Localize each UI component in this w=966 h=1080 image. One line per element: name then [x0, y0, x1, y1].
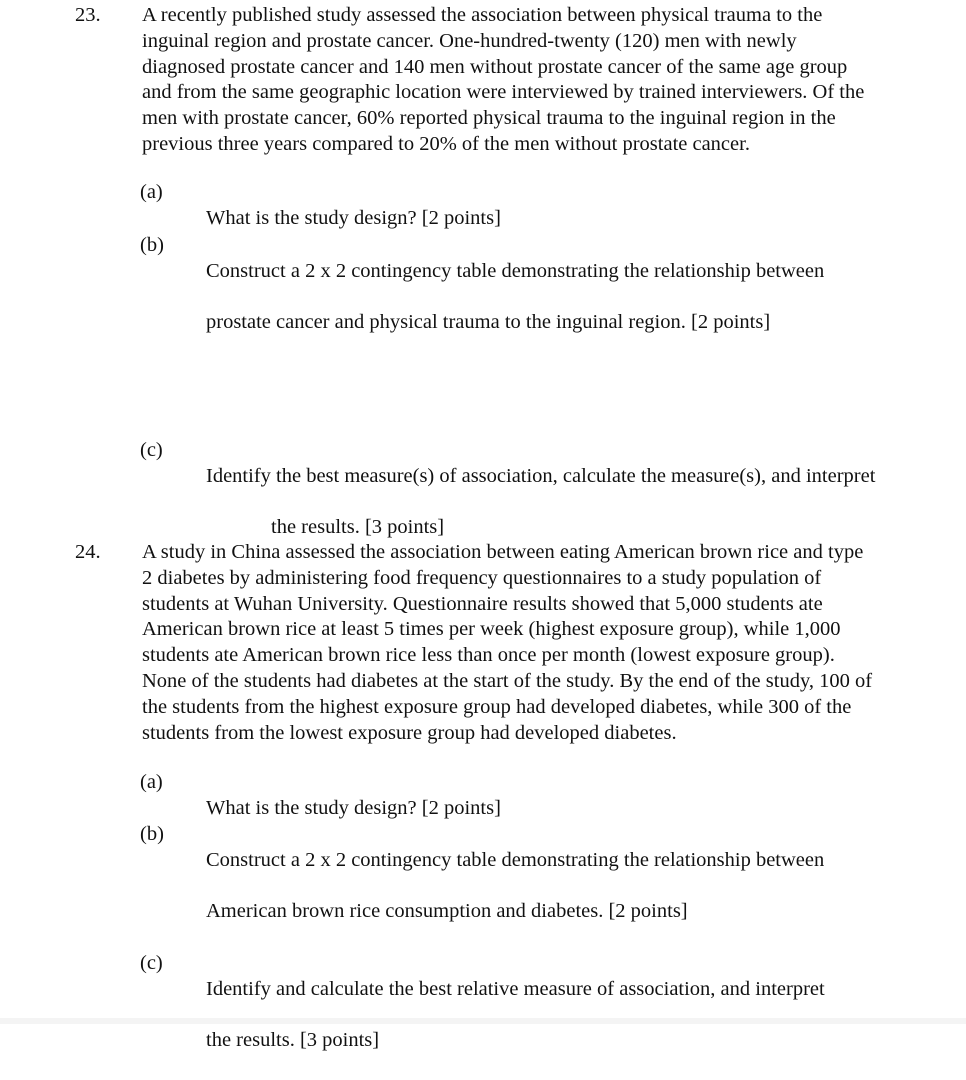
- question-23-part-c-line2: the results. [3 points]: [271, 516, 445, 539]
- page-bottom-edge: [0, 1018, 966, 1024]
- question-24-part-b-line2: American brown rice consumption and diabetes. [2 points]: [206, 900, 688, 923]
- question-23-part-a-line1: What is the study design? [2 points]: [206, 206, 501, 229]
- question-23-part-b-line1: Construct a 2 x 2 contingency table demonstrating the relationship between: [206, 259, 825, 282]
- question-24-part-b-line1: Construct a 2 x 2 contingency table demonstrating the relationship between: [206, 848, 825, 871]
- question-23-part-c-label: (c): [140, 439, 163, 461]
- question-23-stem: A recently published study assessed the association between physical trauma to the inguinal region and prostate cancer. One-hundred-twenty (120) men with newly diagnosed prostate cancer and 140 men without prostate cancer of the same age group and from the same geographic location were interviewed by trained interviewers. Of the men with prostate cancer, 60% reported physical trauma to the inguinal region in the previous three years compared to 20% of the men without prostate cancer.: [142, 4, 865, 155]
- question-24-part-b-text: [206, 822, 936, 951]
- question-23-part-b-label: (b): [140, 234, 164, 256]
- question-24-part-c-line1: Identify and calculate the best relative measure of association, and interpret: [206, 977, 825, 1000]
- question-24-stem: A study in China assessed the association between eating American brown rice and type 2 diabetes by administering food frequency questionnaires to a study population of students at Wuhan University. Questionnaire results showed that 5,000 students ate American brown rice at least 5 times per week (highest exposure group), while 1,000 students ate American brown rice less than once per month (lowest exposure group). None of the students had diabetes at the start of the study. By the end of the study, 100 of the students from the highest exposure group had developed diabetes, while 300 of the students from the lowest exposure group had developed diabetes.: [142, 541, 873, 744]
- question-number-24: 24.: [75, 541, 101, 563]
- question-24-part-c-text: [206, 951, 936, 1080]
- question-24-part-c-line2: the results. [3 points]: [206, 1029, 380, 1052]
- question-24-part-a-line1: What is the study design? [2 points]: [206, 796, 501, 819]
- question-23-part-a-label: (a): [140, 181, 163, 203]
- question-24-part-c-label: (c): [140, 952, 163, 974]
- question-number-23: 23.: [75, 4, 101, 26]
- question-23-part-b-text: [206, 233, 936, 362]
- question-24-part-a-label: (a): [140, 771, 163, 793]
- question-24-part-b-label: (b): [140, 823, 164, 845]
- question-23-part-b-line2: prostate cancer and physical trauma to the inguinal region. [2 points]: [206, 311, 771, 334]
- question-23-part-c-line1: Identify the best measure(s) of association, calculate the measure(s), and interpret: [206, 464, 876, 487]
